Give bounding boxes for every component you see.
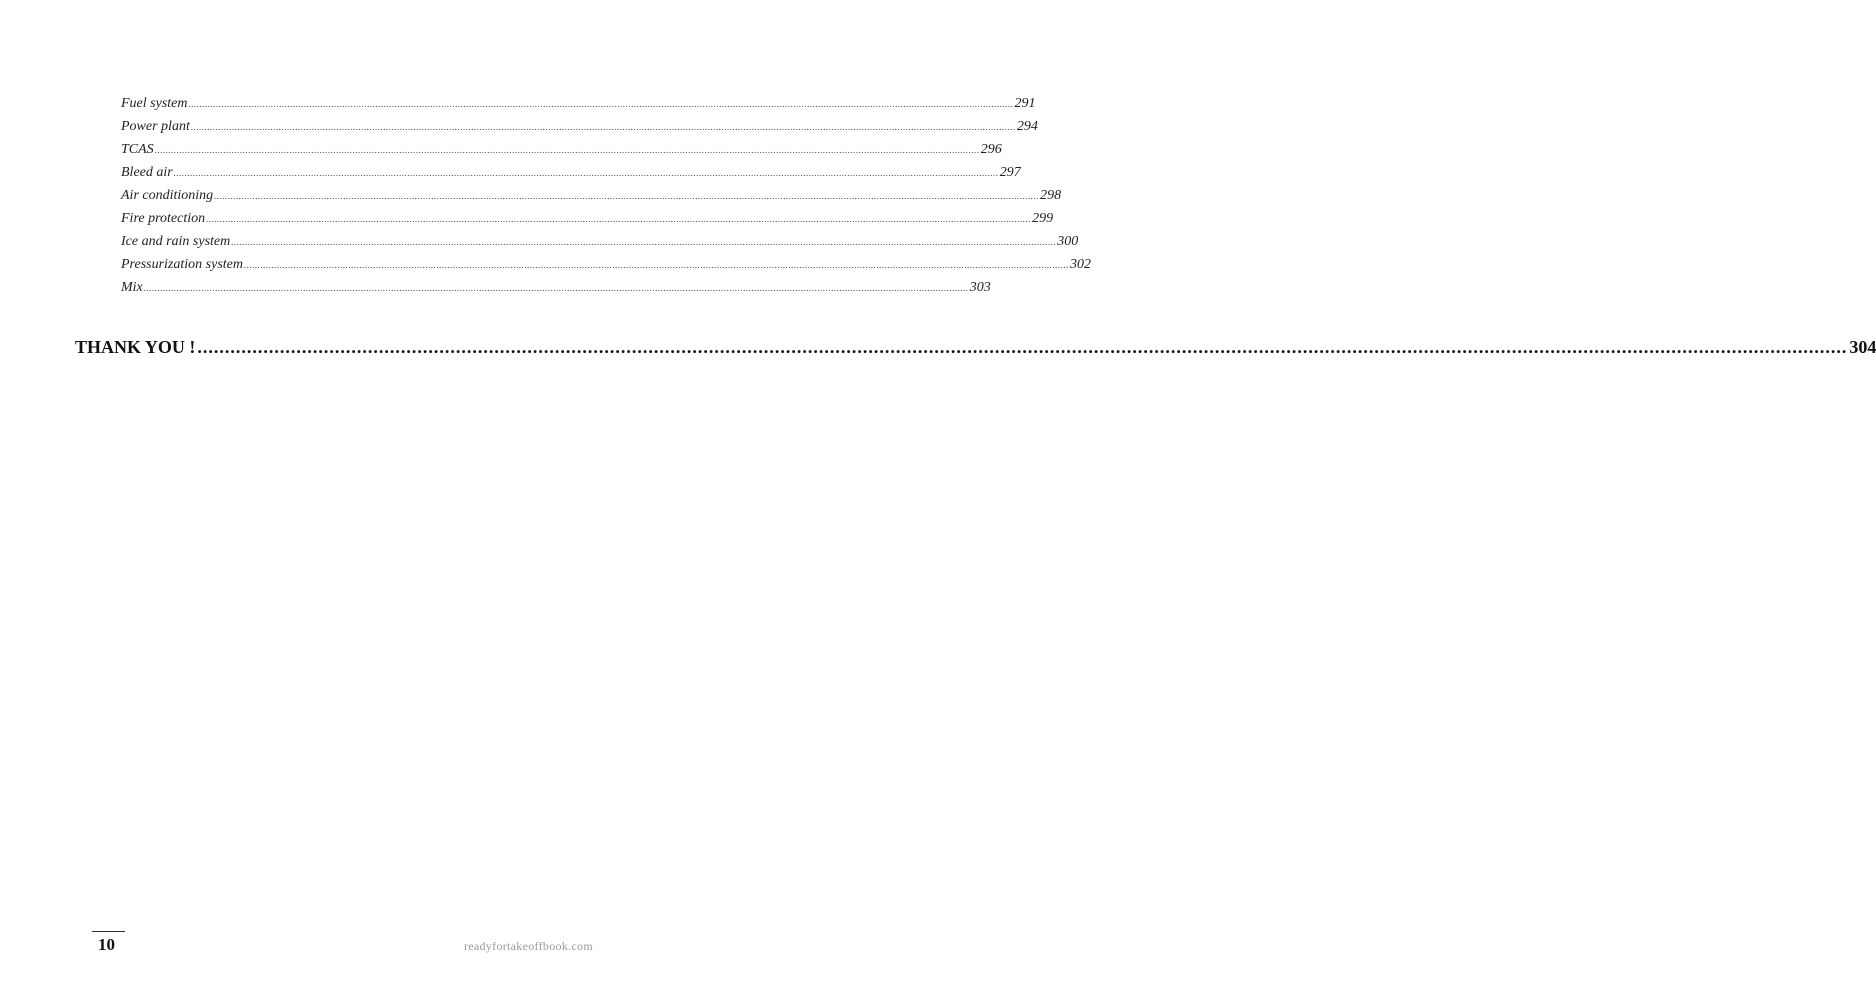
dot-leader: ............................................................................................................................................................................................................................................................................................................ [173,168,999,178]
toc-entry-fuel-system [121,96,1036,119]
toc-entry-label: Power plant [121,119,190,134]
dot-leader: ............................................................................................................................................................................................................................................................................................................ [214,191,1040,201]
footer-website: readyfortakeoffbook.com [464,939,593,953]
page-number: 10 [98,935,115,954]
toc-entry-page: 298 [1040,188,1062,203]
toc-entry-page: 297 [999,165,1021,180]
toc-entry-label: Fire protection [121,211,206,226]
toc-entry-label: Bleed air [121,165,173,180]
toc-entry-page: 294 [1016,119,1038,134]
toc-entry-label: TCAS [121,142,154,157]
footer-divider [92,931,125,932]
toc-entry-label: Air conditioning [121,188,214,203]
toc-entry-tcas [121,142,1002,165]
dot-leader: ............................................................................................................................................................................................................................................................................................................ [206,214,1032,224]
toc-entry-label: Ice and rain system [121,234,231,249]
toc-entry-ice-and-rain-system [121,234,1079,257]
toc-major-label: THANK YOU ! [75,337,196,357]
toc-entry-label: Mix [121,280,143,295]
toc-major-entry-thank-you [75,337,1876,358]
toc-entry-bleed-air [121,165,1021,188]
dot-leader: ............................................................................................................................................................................................................................................................................................................ [188,99,1014,109]
toc-entry-page: 291 [1014,96,1036,111]
toc-entry-mix [121,280,991,303]
toc-entry-power-plant [121,119,1038,142]
toc-entry-page: 299 [1032,211,1054,226]
toc-major-page: 304 [1849,337,1876,357]
dot-leader: ............................................................................................................................................................................................................................................................................................................ [231,237,1057,247]
toc-entry-fire-protection [121,211,1054,234]
toc-entry-air-conditioning [121,188,1062,211]
toc-entry-page: 303 [969,280,991,295]
toc-list [121,96,1091,303]
toc-entry-page: 296 [980,142,1002,157]
dot-leader: ............................................................................................................................................................................................................................................................................................................ [197,337,1848,357]
toc-entry-label: Fuel system [121,96,188,111]
dot-leader: ............................................................................................................................................................................................................................................................................................................ [243,260,1069,270]
toc-entry-pressurization-system [121,257,1091,280]
toc-entry-page: 302 [1069,257,1091,272]
toc-entry-page: 300 [1057,234,1079,249]
dot-leader: ............................................................................................................................................................................................................................................................................................................ [154,145,980,155]
dot-leader: ............................................................................................................................................................................................................................................................................................................ [190,122,1016,132]
dot-leader: ............................................................................................................................................................................................................................................................................................................ [143,283,969,293]
toc-entry-label: Pressurization system [121,257,243,272]
